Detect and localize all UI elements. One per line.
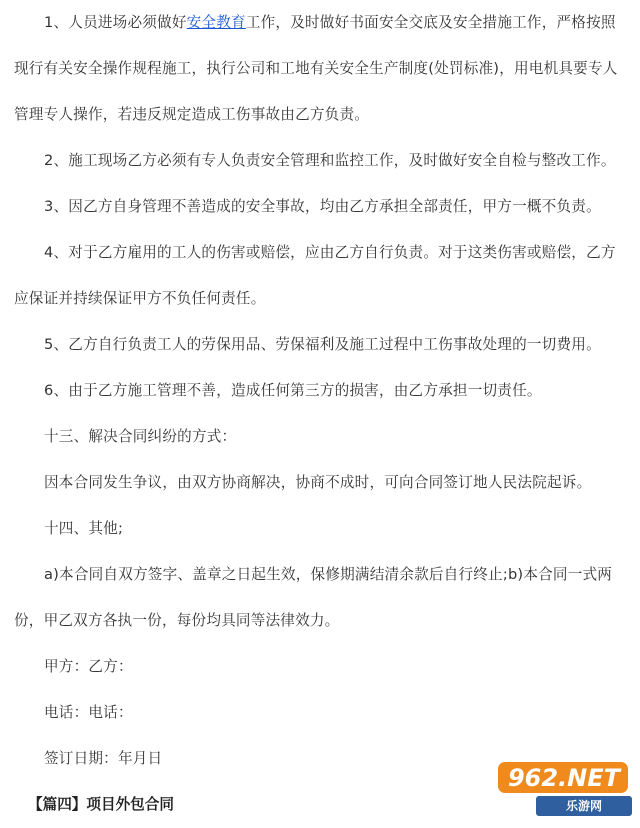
article-body xyxy=(14,0,626,828)
safety-education-link[interactable]: 安全教育 xyxy=(186,14,246,31)
paragraph-other-text: a)本合同自双方签字、盖章之日起生效，保修期满结清余款后自行终止;b)本合同一式两份，甲乙双方各执一份，每份均具同等法律效力。 xyxy=(14,566,613,629)
watermark-logo-icon xyxy=(496,758,632,796)
paragraph-dispute-text: 因本合同发生争议，由双方协商解决，协商不成时，可向合同签订地人民法院起诉。 xyxy=(44,474,592,491)
watermark-site-name: 乐游网 xyxy=(536,796,632,816)
paragraph-5: 5、乙方自行负责工人的劳保用品、劳保福利及施工过程中工伤事故处理的一切费用。 xyxy=(44,336,601,353)
signature-phones: 电话：电话： xyxy=(44,704,133,721)
paragraph-3: 3、因乙方自身管理不善造成的安全事故，均由乙方承担全部责任，甲方一概不负责。 xyxy=(44,198,601,215)
signature-date: 签订日期：年月日 xyxy=(44,750,163,767)
paragraph-4: 4、对于乙方雇用的工人的伤害或赔偿，应由乙方自行负责。对于这类伤害或赔偿，乙方应保证并持续保证甲方不负任何责任。 xyxy=(14,244,616,307)
paragraph-6: 6、由于乙方施工管理不善，造成任何第三方的损害，由乙方承担一切责任。 xyxy=(44,382,542,399)
paragraph-2: 2、施工现场乙方必须有专人负责安全管理和监控工作，及时做好安全自检与整改工作。 xyxy=(44,152,616,169)
paragraph-1-text-end: 工作，及时做好书面安全交底及安全措施工作，严格按照现行有关安全操作规程施工，执行公司和工地有关安全生产制度(处罚标准)，用电机具要专人管理专人操作，若违反规定造成工伤事故由乙方负责。 xyxy=(14,14,618,123)
paragraph-1-text-start: 1、人员进场必须做好 xyxy=(44,14,187,31)
paragraph-other-heading: 十四、其他; xyxy=(44,520,124,537)
site-watermark xyxy=(496,758,632,818)
section-heading-part-four: 【篇四】项目外包合同 xyxy=(28,796,174,813)
watermark-logo-text: 962.NET xyxy=(507,764,621,792)
signature-parties: 甲方：乙方： xyxy=(44,658,133,675)
paragraph-dispute-heading: 十三、解决合同纠纷的方式： xyxy=(44,428,237,445)
paragraph-1 xyxy=(14,0,626,138)
